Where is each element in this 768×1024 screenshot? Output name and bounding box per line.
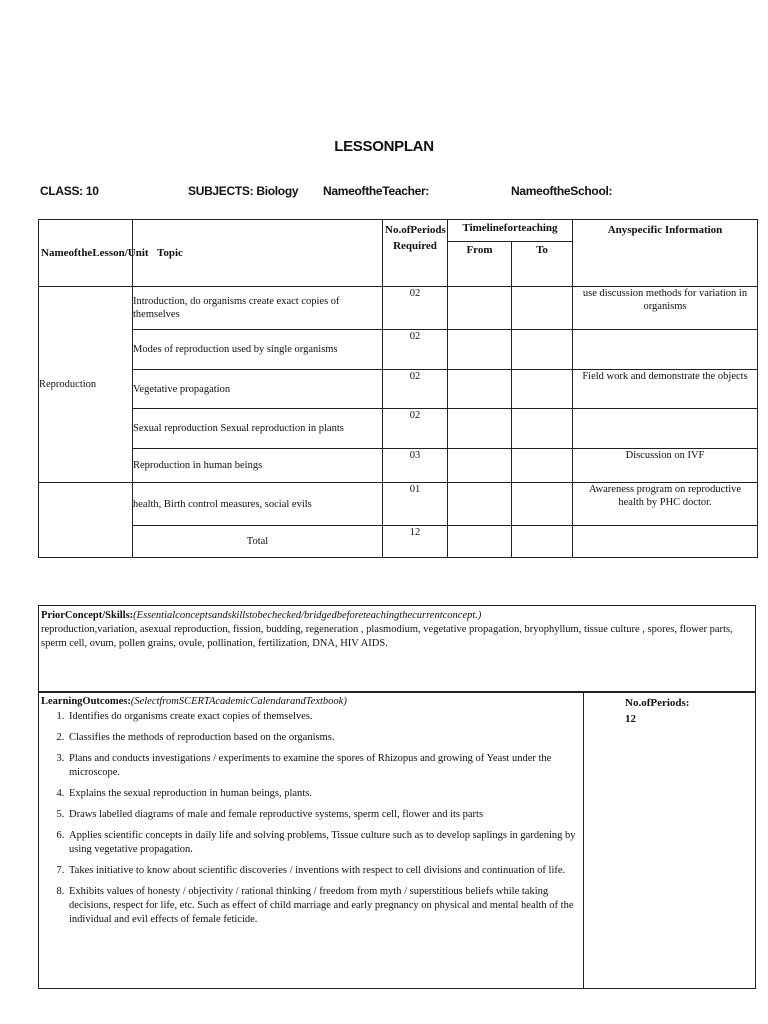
from-cell bbox=[448, 287, 512, 330]
periods-cell: 02 bbox=[383, 330, 448, 370]
prior-text: reproduction,variation, asexual reproduction, fission, budding, regeneration , plasmodium, vegetative propagation, bryophyllum, tissue culture , spores, flower parts, sperm cell, ovum, pollen grains, ovule, pollination, fertilization, DNA, HIV AIDS. bbox=[41, 624, 733, 649]
list-item: 8. Exhibits values of honesty / objectivity / rational thinking / freedom from myth / superstitious beliefs while taking decisions, respect for life, etc. Such as effect of child marriage and early pregnancy on physical and mental health of the individual and evil effects of female feticide. bbox=[67, 885, 581, 927]
total-row bbox=[39, 526, 758, 558]
periods-label: No.ofPeriods: bbox=[625, 697, 690, 709]
page-title: LESSONPLAN bbox=[334, 138, 434, 155]
list-item: 5. Draws labelled diagrams of male and female reproductive systems, sperm cell, flower and its parts bbox=[67, 808, 581, 822]
info-cell: Awareness program on reproductive health by PHC doctor. bbox=[573, 483, 758, 526]
topic-cell: Modes of reproduction used by single organisms bbox=[133, 330, 383, 370]
learning-outcomes-list-area bbox=[39, 692, 584, 988]
list-item: 7. Takes initiative to know about scientific discoveries / inventions with respect to cell divisions and continuation of life. bbox=[67, 864, 581, 878]
topic-cell: Sexual reproduction Sexual reproduction in plants bbox=[133, 409, 383, 449]
periods-cell: 03 bbox=[383, 449, 448, 483]
from-cell bbox=[448, 409, 512, 449]
header-to: To bbox=[512, 242, 573, 287]
to-cell bbox=[512, 449, 573, 483]
header-from: From bbox=[448, 242, 512, 287]
info-cell bbox=[573, 330, 758, 370]
header-info: Anyspecific Information bbox=[573, 220, 758, 287]
lesson-name: Reproduction bbox=[39, 287, 133, 483]
info-cell: Discussion on IVF bbox=[573, 449, 758, 483]
to-cell bbox=[512, 330, 573, 370]
learning-outcomes-list bbox=[41, 710, 581, 927]
info-cell: use discussion methods for variation in organisms bbox=[573, 287, 758, 330]
topic-cell: Vegetative propagation bbox=[133, 370, 383, 409]
header-timeline: Timelineforteaching bbox=[448, 220, 573, 242]
table-row bbox=[39, 370, 758, 409]
from-cell bbox=[448, 526, 512, 558]
topic-cell: Introduction, do organisms create exact copies of themselves bbox=[133, 287, 383, 330]
list-item: 4. Explains the sexual reproduction in human beings, plants. bbox=[67, 787, 581, 801]
periods-summary bbox=[625, 695, 689, 727]
from-cell bbox=[448, 449, 512, 483]
info-cell: Field work and demonstrate the objects bbox=[573, 370, 758, 409]
topic-cell: health, Birth control measures, social evils bbox=[133, 483, 383, 526]
header-lesson-unit: NameoftheLesson/Unit bbox=[39, 220, 133, 287]
info-cell bbox=[573, 526, 758, 558]
list-item: 6. Applies scientific concepts in daily life and solving problems, Tissue culture such as to develop saplings in gardening by using vegetative propagation. bbox=[67, 829, 581, 857]
list-item: 2. Classifies the methods of reproduction based on the organisms. bbox=[67, 731, 581, 745]
school-label: NameoftheSchool: bbox=[511, 184, 613, 198]
total-label: Total bbox=[133, 526, 383, 558]
periods-cell: 02 bbox=[383, 409, 448, 449]
class-label: CLASS: 10 bbox=[40, 184, 99, 198]
learning-label: LearningOutcomes: bbox=[41, 696, 131, 707]
to-cell bbox=[512, 483, 573, 526]
header-topic: Topic bbox=[133, 220, 383, 287]
from-cell bbox=[448, 483, 512, 526]
from-cell bbox=[448, 370, 512, 409]
topic-cell: Reproduction in human beings bbox=[133, 449, 383, 483]
total-periods: 12 bbox=[383, 526, 448, 558]
learning-note: (SelectfromSCERTAcademicCalendarandTextbook) bbox=[130, 696, 347, 707]
to-cell bbox=[512, 370, 573, 409]
list-item: 1. Identifies do organisms create exact copies of themselves. bbox=[67, 710, 581, 724]
prior-note: (Essentialconceptsandskillstobechecked/bridgedbeforeteachingthecurrentconcept.) bbox=[133, 610, 482, 621]
to-cell bbox=[512, 409, 573, 449]
periods-cell: 01 bbox=[383, 483, 448, 526]
subject-label: SUBJECTS: Biology bbox=[188, 184, 299, 198]
learning-outcomes-box bbox=[38, 691, 756, 989]
header-periods: No.ofPeriods Required bbox=[383, 220, 448, 287]
table-row bbox=[39, 330, 758, 370]
prior-label: PriorConcept/Skills: bbox=[41, 610, 134, 621]
table-row bbox=[39, 449, 758, 483]
list-item: 3. Plans and conducts investigations / experiments to examine the spores of Rhizopus and growing of Yeast under the microscope. bbox=[67, 752, 581, 780]
periods-value: 12 bbox=[625, 713, 636, 725]
lesson-plan-table bbox=[38, 219, 758, 558]
from-cell bbox=[448, 330, 512, 370]
prior-concepts-box bbox=[38, 605, 756, 693]
periods-cell: 02 bbox=[383, 370, 448, 409]
table-row bbox=[39, 483, 758, 526]
periods-cell: 02 bbox=[383, 287, 448, 330]
table-row bbox=[39, 287, 758, 330]
to-cell bbox=[512, 287, 573, 330]
to-cell bbox=[512, 526, 573, 558]
teacher-label: NameoftheTeacher: bbox=[323, 184, 430, 198]
table-row bbox=[39, 409, 758, 449]
info-cell bbox=[573, 409, 758, 449]
lesson-name-empty bbox=[39, 483, 133, 558]
